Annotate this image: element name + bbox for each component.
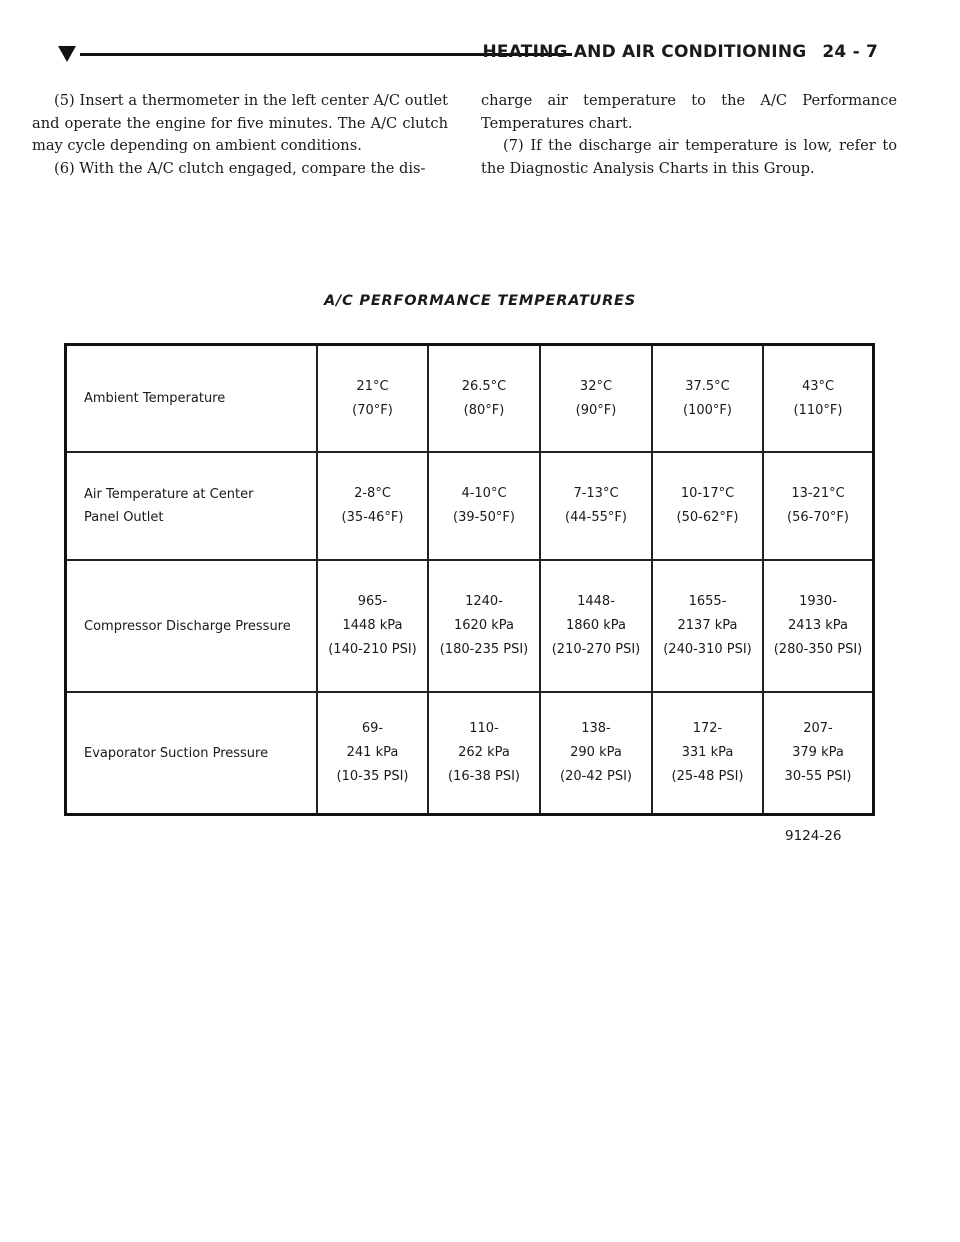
figure-id: 9124-26: [785, 828, 842, 844]
paragraph-step-6-cont: charge air temperature to the A/C Performance Temperatures chart.: [481, 92, 897, 132]
paragraph-step-6: (6) With the A/C clutch engaged, compare the dis-: [54, 159, 426, 177]
row-label: Evaporator Suction Pressure: [67, 693, 318, 813]
table-cell: 69- 241 kPa (10-35 PSI): [318, 693, 429, 813]
body-text: [32, 90, 897, 200]
table-row: [67, 693, 872, 813]
table-cell: 110- 262 kPa (16-38 PSI): [429, 693, 541, 813]
table-cell: 1240- 1620 kPa (180-235 PSI): [429, 561, 541, 691]
right-column: [481, 90, 897, 180]
paragraph-step-7: (7) If the discharge air temperature is low, refer to the Diagnostic Analysis Charts in this Group.: [481, 137, 897, 177]
figure-title: A/C PERFORMANCE TEMPERATURES: [323, 293, 637, 309]
section-title: HEATING AND AIR CONDITIONING: [482, 42, 807, 62]
row-label: Air Temperature at Center Panel Outlet: [67, 453, 318, 559]
table-cell: 172- 331 kPa (25-48 PSI): [653, 693, 764, 813]
paragraph-step-5: (5) Insert a thermometer in the left center A/C outlet and operate the engine for five minutes. The A/C clutch may cycle depending on ambient conditions.: [32, 92, 448, 154]
table-row: [67, 561, 872, 693]
down-triangle-icon: [58, 46, 76, 62]
page-header: [58, 38, 878, 72]
table-cell: 1655- 2137 kPa (240-310 PSI): [653, 561, 764, 691]
table-row: [67, 346, 872, 453]
table-cell: 1448- 1860 kPa (210-270 PSI): [541, 561, 653, 691]
table-cell: 965- 1448 kPa (140-210 PSI): [318, 561, 429, 691]
table-cell: 207- 379 kPa 30-55 PSI): [784, 721, 852, 784]
table-cell: 10-17°C (50-62°F): [653, 453, 764, 559]
table-cell: 37.5°C (100°F): [653, 346, 764, 451]
table-cell: 13-21°C (56-70°F): [787, 486, 849, 525]
row-label: Ambient Temperature: [67, 346, 318, 451]
table-cell: 7-13°C (44-55°F): [541, 453, 653, 559]
table-cell: 1930- 2413 kPa (280-350 PSI): [773, 594, 863, 657]
header-title-block: [483, 42, 879, 62]
table-row: [67, 453, 872, 561]
row-label: Compressor Discharge Pressure: [67, 561, 318, 691]
table-cell: 43°C (110°F): [793, 378, 843, 418]
table-cell: 4-10°C (39-50°F): [429, 453, 541, 559]
table-cell: 138- 290 kPa (20-42 PSI): [541, 693, 653, 813]
table-cell: 32°C (90°F): [541, 346, 653, 451]
table-cell: 21°C (70°F): [318, 346, 429, 451]
performance-table: [64, 343, 875, 816]
table-cell: 2-8°C (35-46°F): [318, 453, 429, 559]
left-column: [32, 90, 448, 180]
page-number: 24 - 7: [822, 42, 878, 62]
table-cell: 26.5°C (80°F): [429, 346, 541, 451]
